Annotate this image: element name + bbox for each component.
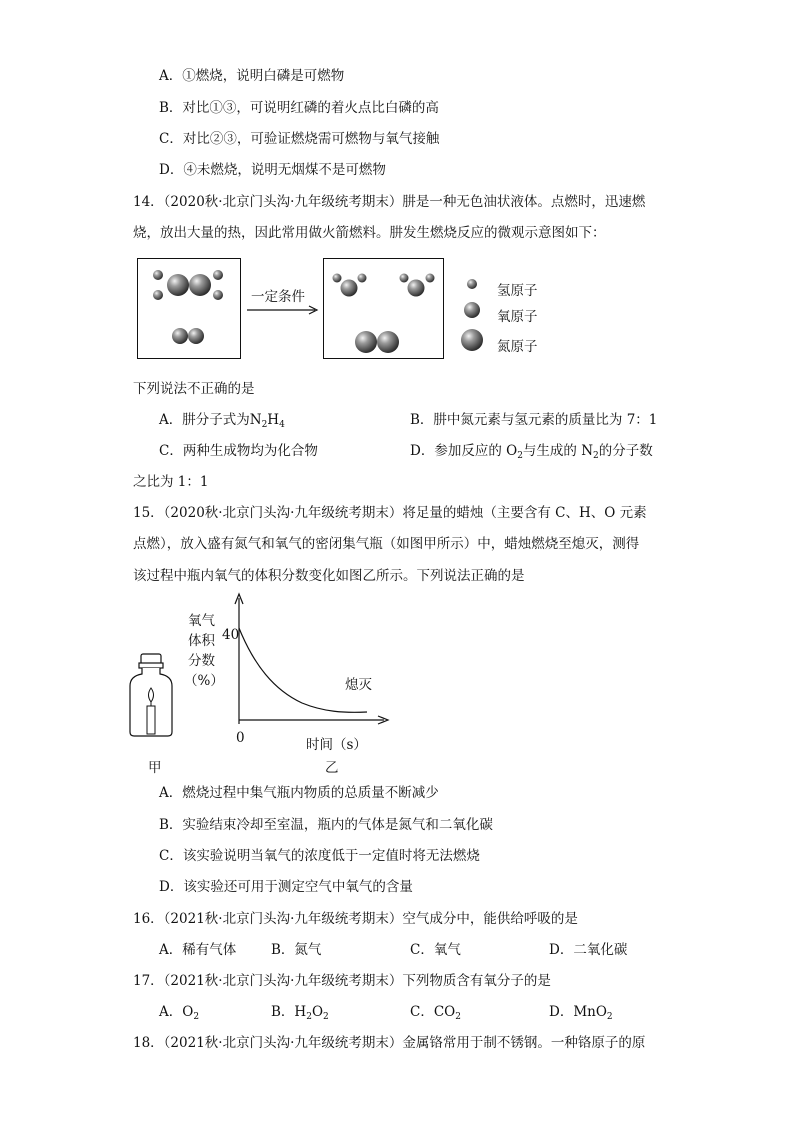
chart-ylabel-2: 体积 [188,633,215,649]
caption-chart: 乙 [325,760,339,776]
q13-option-b: B．对比①③，可说明红磷的着火点比白磷的高 [159,100,439,116]
q13-option-d: D．④未燃烧，说明无烟煤不是可燃物 [159,162,386,178]
q16-option-c: C．氧气 [410,942,461,958]
q13-option-a: A．①燃烧，说明白磷是可燃物 [159,68,345,84]
q14-option-b: B．肼中氮元素与氢元素的质量比为 7：1 [410,412,658,428]
candle-jar-illustration [126,652,176,738]
hydrogen-atom-icon [467,279,477,289]
q14-stem-line2: 烧，放出大量的热，因此常用做火箭燃料。肼发生燃烧反应的微观示意图如下： [133,225,606,241]
q17-option-b: B．$H_2O_2$ [271,1004,329,1022]
q18-stem: 18．（2021秋·北京门头沟·九年级统考期末）金属铬常用于制不锈钢。一种铬原子的原 [133,1035,646,1051]
q14-option-c: C．两种生成物均为化合物 [159,443,318,459]
legend-hydrogen: 氢原子 [497,283,538,299]
q17-stem: 17．（2021秋·北京门头沟·九年级统考期末）下列物质含有氧分子的是 [133,973,551,989]
chart-ylabel-3: 分数 [188,653,215,669]
q14-option-d: D．参加反应的 $O_2$与生成的 $N_2$的分子数 [410,443,653,461]
reactant-box [137,258,241,359]
q16-option-d: D．二氧化碳 [549,942,628,958]
chart-ylabel-1: 氧气 [188,613,215,629]
q15-option-d: D．该实验还可用于测定空气中氧气的含量 [159,879,413,895]
chart-origin-label: 0 [236,730,245,746]
q15-stem-line2: 点燃），放入盛有氮气和氧气的密闭集气瓶（如图甲所示）中，蜡烛燃烧至熄灭，测得 [133,536,640,552]
oxygen-decay-curve [239,628,367,712]
arrow-label: 一定条件 [251,289,305,305]
q15-stem-line3: 该过程中瓶内氧气的体积分数变化如图乙所示。下列说法正确的是 [133,568,525,584]
product-box [323,258,444,359]
q13-option-c: C．对比②③，可验证燃烧需可燃物与氧气接触 [159,131,440,147]
atom-legend-icons [458,274,488,358]
legend-nitrogen: 氮原子 [497,339,538,355]
reactant-molecules [138,259,240,358]
reaction-arrow [245,304,323,316]
q15-option-a: A．燃烧过程中集气瓶内物质的总质量不断减少 [159,785,439,801]
chart-annotation-extinguished: 熄灭 [345,677,372,693]
q14-stem-line1: 14．（2020秋·北京门头沟·九年级统考期末）肼是一种无色油状液体。点燃时，迅速燃 [133,194,646,210]
product-molecules [324,259,443,358]
q17-option-a: A．$O_2$ [159,1004,200,1022]
chart-xlabel: 时间（s） [306,737,367,753]
nitrogen-atom-icon [461,329,483,351]
chart-y-start-label: 40 [222,627,240,643]
chart-ylabel-4: （%） [184,673,224,689]
q14-option-d-continued: 之比为 1：1 [133,474,209,490]
q15-option-c: C．该实验说明当氧气的浓度低于一定值时将无法燃烧 [159,848,480,864]
q14-question: 下列说法不正确的是 [133,381,255,397]
oxygen-atom-icon [464,302,480,318]
q16-option-a: A．稀有气体 [159,942,237,958]
caption-jar: 甲 [148,760,162,776]
q15-option-b: B．实验结束冷却至室温，瓶内的气体是氮气和二氧化碳 [159,817,493,833]
oxygen-fraction-chart [232,590,392,726]
q17-option-c: C．$CO_2$ [410,1004,461,1022]
q15-stem-line1: 15．（2020秋·北京门头沟·九年级统考期末）将足量的蜡烛（主要含有 C、H、O 元素 [133,505,647,521]
q16-stem: 16．（2021秋·北京门头沟·九年级统考期末）空气成分中，能供给呼吸的是 [133,911,578,927]
q14-option-a: A．肼分子式为$N_2H_4$ [159,412,285,430]
q17-option-d: D．MnO$_2$ [549,1004,613,1022]
q16-option-b: B．氮气 [271,942,322,958]
legend-oxygen: 氧原子 [497,309,538,325]
